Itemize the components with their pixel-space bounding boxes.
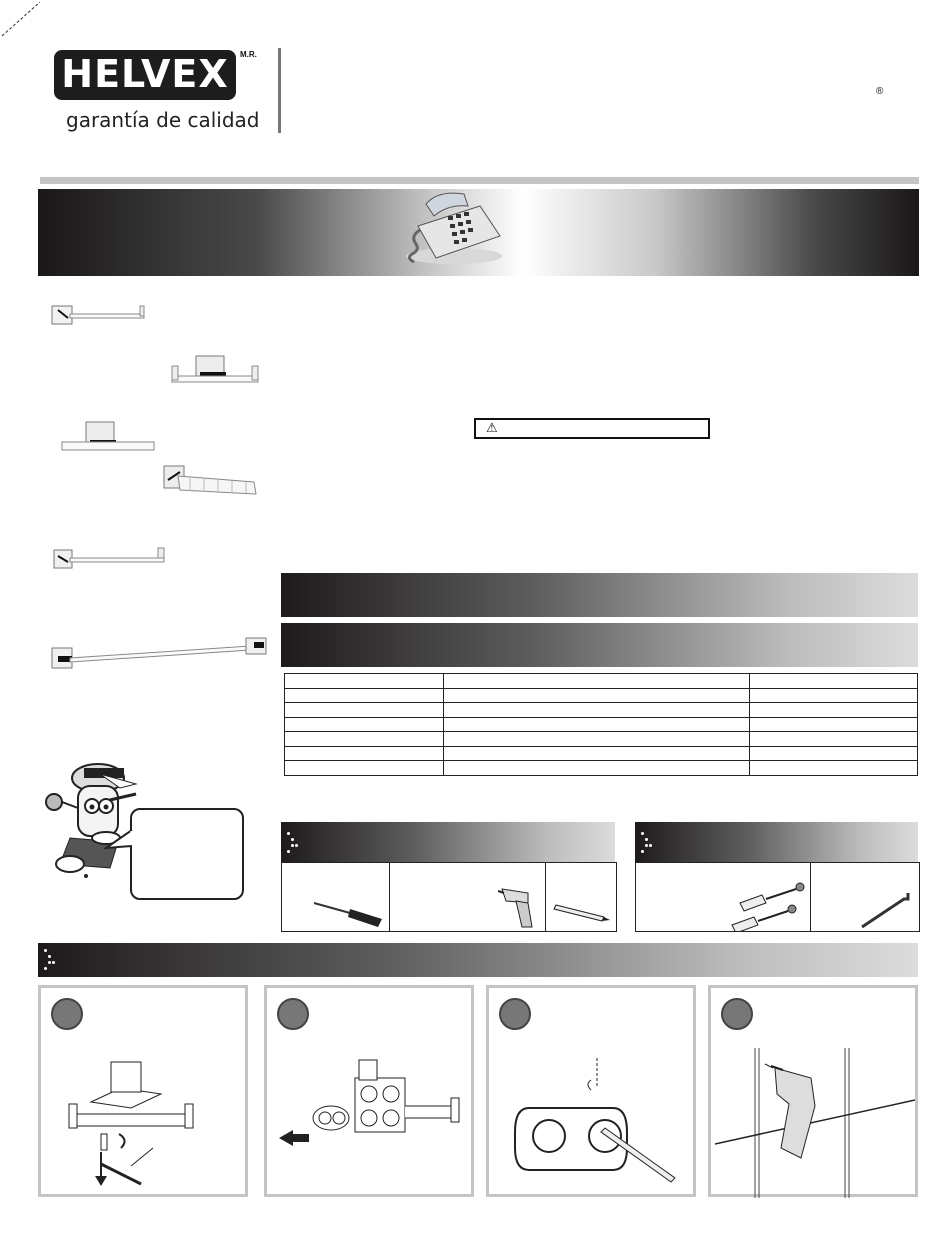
step-panel-3 <box>486 985 696 1197</box>
allen-key-icon <box>858 891 914 931</box>
brand-tagline: garantía de calidad <box>66 108 260 132</box>
top-rule <box>40 177 919 184</box>
towel-bar-medium-image <box>52 546 168 572</box>
parts-header-bar <box>635 822 918 862</box>
step-panel-1 <box>38 985 248 1197</box>
speech-bubble <box>130 808 244 900</box>
registered-symbol: ® <box>876 86 884 97</box>
hero-banner <box>38 189 919 276</box>
section-bar-1 <box>281 573 918 617</box>
pencil-icon <box>552 899 612 923</box>
table-row <box>285 688 918 703</box>
telephone-icon <box>388 186 508 266</box>
warning-triangle-icon: ⚠ <box>486 420 498 435</box>
step-number <box>499 998 531 1030</box>
wall-anchor-screw-icon <box>726 877 810 931</box>
header-divider <box>278 48 281 133</box>
screwdriver-icon <box>312 899 384 929</box>
speech-bubble-tail <box>104 828 134 854</box>
tools-panel <box>281 862 617 932</box>
warning-box <box>474 418 710 439</box>
table-row <box>285 717 918 732</box>
double-robe-hook-image <box>166 352 262 394</box>
table-row <box>285 732 918 747</box>
step-number <box>721 998 753 1030</box>
brand-registered-mark: M.R. <box>240 50 257 59</box>
step-1-illustration <box>61 1048 231 1188</box>
tools-header-bar <box>281 822 615 862</box>
soap-dish-image <box>160 462 260 498</box>
glass-shelf-image <box>58 418 158 458</box>
section-bar-2 <box>281 623 918 667</box>
drill-icon <box>498 883 544 931</box>
parts-panel <box>635 862 920 932</box>
step-4-illustration <box>715 1048 915 1198</box>
towel-bar-short-image <box>50 300 150 328</box>
table-row <box>285 674 918 689</box>
specification-table <box>284 673 918 776</box>
towel-bar-long-image <box>50 634 270 670</box>
step-2-illustration <box>275 1048 471 1188</box>
mascot-plumber-image <box>40 752 140 882</box>
step-panel-2 <box>264 985 474 1197</box>
cut-guide-line <box>0 0 44 40</box>
table-row <box>285 703 918 718</box>
brand-logo-name: HELVEX <box>61 52 229 96</box>
table-row <box>285 761 918 776</box>
table-row <box>285 746 918 761</box>
installation-header-bar <box>38 943 918 977</box>
step-number <box>51 998 83 1030</box>
step-3-illustration <box>499 1028 689 1188</box>
step-panel-4 <box>708 985 918 1197</box>
step-number <box>277 998 309 1030</box>
